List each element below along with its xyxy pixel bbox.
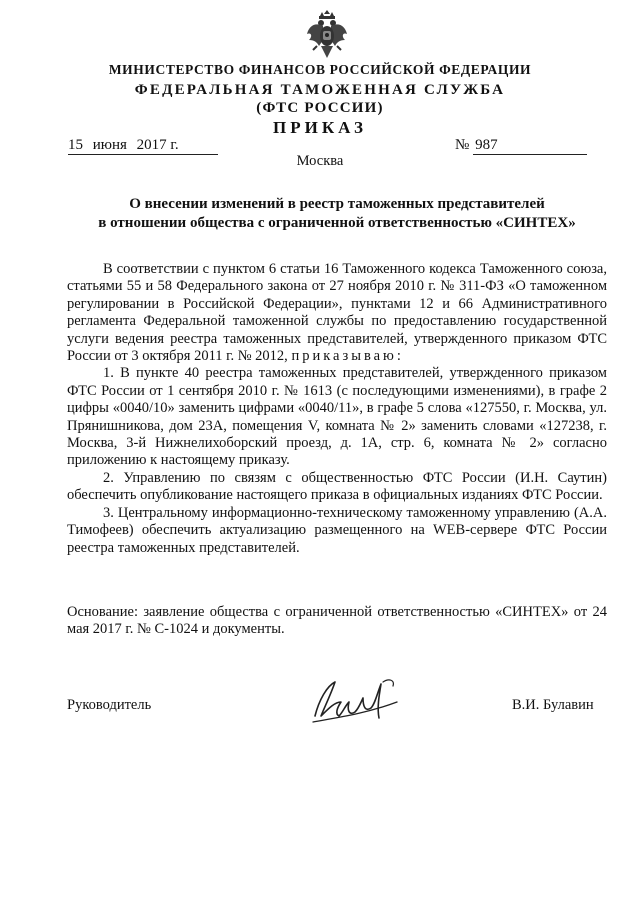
title-line-2: в отношении общества с ограниченной ответственностью «СИНТЕХ» <box>98 215 576 231</box>
service-name: ФЕДЕРАЛЬНАЯ ТАМОЖЕННАЯ СЛУЖБА <box>134 82 506 98</box>
service-abbreviation: (ФТС РОССИИ) <box>256 100 384 116</box>
order-basis: Основание: заявление общества с ограниченной ответственностью «СИНТЕХ» от 24 мая 2017 г. № С-1024 и документы. <box>67 604 607 638</box>
intro-paragraph <box>67 261 607 365</box>
intro-text: В соответствии с пунктом 6 статьи 16 Таможенного кодекса Таможенного союза, статьями 55 и 58 Федерального закона от 27 ноября 2010 г. № 311-ФЗ «О таможенном регулировании в Российской Федерации», пунктами 12 и 66 Административного регламента Федеральной таможенной службы по предоставлению государственной услуги ведения реестра таможенных представителей, утвержденного приказом ФТС России от 3 октября 2011 г. № 2012, <box>67 261 607 365</box>
order-month: июня <box>92 137 127 153</box>
order-body <box>67 261 607 557</box>
title-line-1: О внесении изменений в реестр таможенных представителей <box>129 196 545 212</box>
document-type: ПРИКАЗ <box>273 118 367 137</box>
order-title <box>68 195 606 233</box>
order-city: Москва <box>296 153 344 169</box>
order-word: приказываю: <box>291 348 404 365</box>
handwritten-signature <box>305 672 405 728</box>
order-item-1: 1. В пункте 40 реестра таможенных представителей, утвержденного приказом ФТС России от 1 сентября 2010 г. № 1613 (с последующими изменениями), в графе 2 цифры «0040/10» заменить цифрами «0040/11», в графе 5 слова «127550, г. Москва, ул. Прянишникова, дом 23А, помещения V, комната № 2» заменить словами «127238, г. Москва, 3-й Нижнелихоборский проезд, д. 1А, стр. 6, комната № 2» согласно приложению к настоящему приказу. <box>67 365 607 469</box>
signatory-role: Руководитель <box>67 697 152 713</box>
order-day: 15 <box>68 137 83 153</box>
signatory-name: В.И. Булавин <box>512 697 594 713</box>
coat-of-arms-icon <box>305 10 349 60</box>
order-item-2: 2. Управлению по связям с общественностью ФТС России (И.Н. Саутин) обеспечить опубликование настоящего приказа в официальных изданиях ФТС России. <box>67 469 607 504</box>
order-year: 2017 г. <box>136 137 179 153</box>
number-sign: № <box>455 137 470 153</box>
ministry-name: МИНИСТЕРСТВО ФИНАНСОВ РОССИЙСКОЙ ФЕДЕРАЦИИ <box>108 62 532 77</box>
number-value: 987 <box>473 137 587 155</box>
order-item-3: 3. Центральному информационно-техническому таможенному управлению (А.А. Тимофеев) обеспечить актуализацию размещенного на WEB-сервере ФТС России реестра таможенных представителей. <box>67 504 607 556</box>
